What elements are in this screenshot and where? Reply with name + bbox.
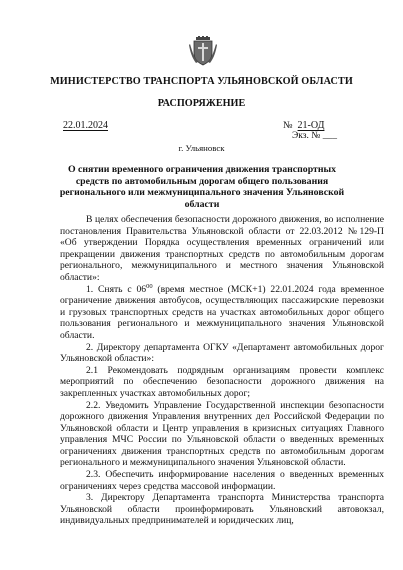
ministry-heading: МИНИСТЕРСТВО ТРАНСПОРТА УЛЬЯНОВСКОЙ ОБЛАСТИ — [50, 76, 353, 87]
item-1-paragraph — [60, 284, 384, 342]
item-3-paragraph: 3. Директору Департамента транспорта Министерства транспорта Ульяновской области проинформировать Ульяновский автовокзал, индивидуальных предпринимателей и юридических лиц, — [60, 492, 384, 527]
document-type-heading: РАСПОРЯЖЕНИЕ — [157, 98, 246, 109]
document-date: 22.01.2024 — [63, 120, 108, 131]
city-label: г. Ульяновск — [178, 143, 225, 153]
preamble-paragraph: В целях обеспечения безопасности дорожного движения, во исполнение постановления Правительства Ульяновской области от 22.03.2012 №129-П «Об утверждении Порядка осуществления временных ограничений или прекращении движения транспортных средств по автомобильным дорогам регионального, межмуниципального и местного значения Ульяновской области»: — [60, 214, 384, 283]
document-title: О снятии временного ограничения движения транспортных средств по автомобильным дорогам общего пользования регионального или межмуниципального значения Ульяновской области — [59, 164, 345, 210]
item-2-paragraph: 2. Директору департамента ОГКУ «Департамент автомобильных дорог Ульяновской области»: — [60, 341, 384, 365]
item-2-3-paragraph: 2.3. Обеспечить информирование населения о введенных временных ограничениях через средства массовой информации. — [60, 469, 384, 492]
item-1-superscript: 00 — [146, 282, 153, 290]
item-2-2-paragraph: 2.2. Уведомить Управление Государственной инспекции безопасности дорожного движения Управления внутренних дел Российской Федерации по Ульяновской области и Центр управления в кризисных ситуациях Главного управления МЧС России по Ульяновской области о введенных временных ограничениях движения транспортных средств по автомобильным дорогам регионального и межмуниципального значения Ульяновской области. — [60, 399, 384, 469]
number-prefix: № — [283, 120, 293, 131]
item-1-start: 1. Снять с 06 — [86, 283, 147, 295]
document-body — [60, 214, 384, 527]
item-2-1-paragraph: 2.1 Рекомендовать подрядным организациям провести комплекс мероприятий по обеспечению безопасности дорожного движения на закрепленных участках автомобильных дорог; — [60, 364, 384, 399]
number-value: 21-ОД — [297, 120, 325, 131]
copy-number: Экз. № ___ — [292, 131, 337, 141]
coat-of-arms-icon — [189, 36, 217, 66]
item-1-rest: (время местное (МСК+1) 22.01.2024 года временное ограничение движения автобусов, осуществляющих пассажирские перевозки и грузовых транспортных средств на участках автомобильных дорог общего пользования регионального и межмуниципального значения Ульяновской области. — [60, 283, 384, 341]
document-number — [283, 120, 324, 131]
